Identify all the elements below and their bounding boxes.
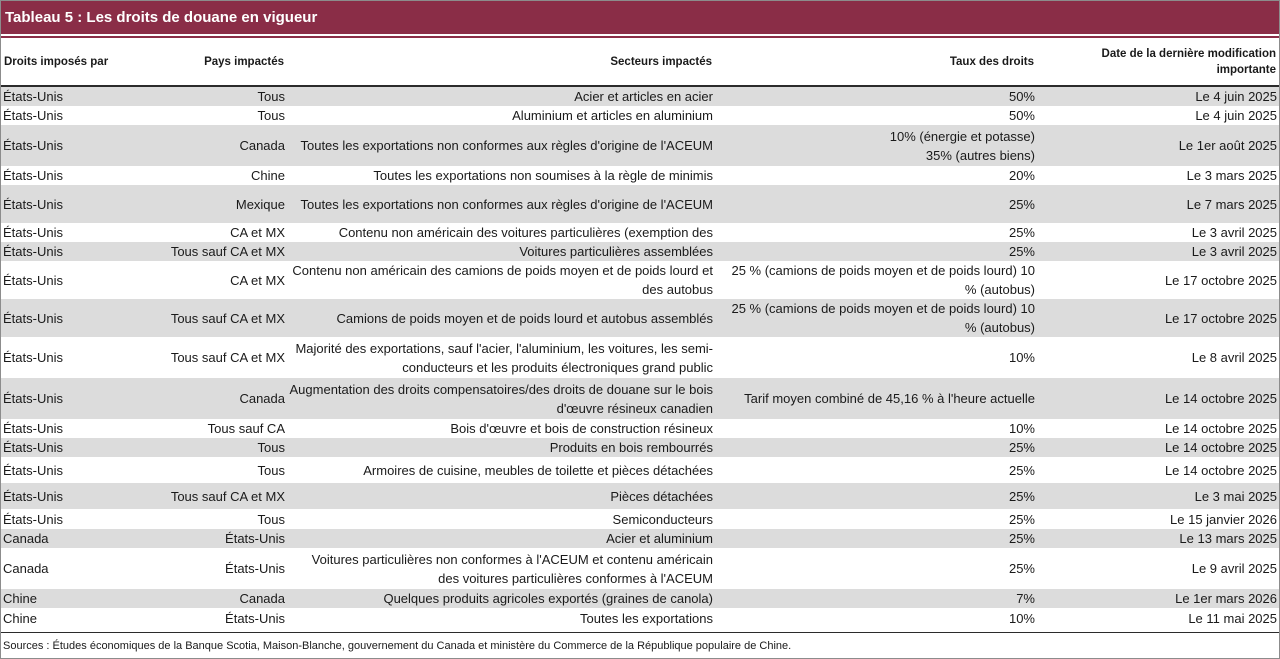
table-row bbox=[1, 166, 1279, 185]
cell-countries: Tous sauf CA et MX bbox=[141, 242, 287, 261]
cell-date: Le 8 avril 2025 bbox=[1191, 350, 1277, 365]
header-countries: Pays impactés bbox=[141, 38, 287, 86]
header-rate: Taux des droits bbox=[715, 38, 1037, 86]
cell-imposed-by: États-Unis bbox=[1, 378, 141, 419]
table-row bbox=[1, 419, 1279, 438]
cell-imposed-by: États-Unis bbox=[3, 225, 63, 240]
cell-sectors: Contenu non américain des voitures particulières (exemption des bbox=[338, 225, 713, 240]
cell-rate: 25% bbox=[715, 529, 1037, 548]
cell-rate: 10% bbox=[1008, 421, 1035, 436]
cell-imposed-by: États-Unis bbox=[3, 108, 63, 123]
cell-rate: 25 % (camions de poids moyen et de poids lourd) 10 % (autobus) bbox=[715, 299, 1037, 337]
cell-date: Le 4 juin 2025 bbox=[1195, 108, 1277, 123]
cell-imposed-by: États-Unis bbox=[1, 125, 141, 166]
cell-date: Le 17 octobre 2025 bbox=[1164, 272, 1277, 288]
cell-rate: 25% bbox=[1008, 511, 1035, 527]
cell-date: Le 14 octobre 2025 bbox=[1037, 378, 1279, 419]
header-date-line2: importante bbox=[1216, 63, 1276, 76]
cell-date: Le 17 octobre 2025 bbox=[1037, 299, 1279, 337]
cell-countries: Mexique bbox=[141, 185, 287, 223]
cell-date: Le 11 mai 2025 bbox=[1188, 610, 1277, 626]
cell-countries: Tous sauf CA et MX bbox=[141, 483, 287, 509]
table-row bbox=[1, 261, 1279, 299]
cell-sectors: Camions de poids moyen et de poids lourd et autobus assemblés bbox=[287, 299, 715, 337]
cell-imposed-by: États-Unis bbox=[3, 421, 63, 436]
cell-sectors: Toutes les exportations non soumises à la règle de minimis bbox=[373, 168, 713, 183]
cell-sectors: Pièces détachées bbox=[287, 483, 715, 509]
cell-rate: 25% bbox=[715, 185, 1037, 223]
cell-countries: CA et MX bbox=[230, 272, 285, 288]
cell-date: Le 3 mars 2025 bbox=[1186, 168, 1277, 183]
cell-imposed-by: Canada bbox=[3, 561, 49, 576]
cell-rate: 25% bbox=[1008, 561, 1035, 576]
table-row bbox=[1, 529, 1279, 548]
cell-imposed-by: États-Unis bbox=[3, 511, 63, 527]
table-row bbox=[1, 608, 1279, 628]
table-row bbox=[1, 86, 1279, 106]
cell-rate: 25% bbox=[715, 483, 1037, 509]
cell-countries: Chine bbox=[251, 168, 285, 183]
cell-date: Le 14 octobre 2025 bbox=[1164, 421, 1277, 436]
table-row bbox=[1, 457, 1279, 483]
table-row bbox=[1, 299, 1279, 337]
cell-sectors: Semiconducteurs bbox=[612, 511, 713, 527]
header-date-line1: Date de la dernière modification bbox=[1101, 47, 1276, 60]
cell-sectors: Acier et articles en acier bbox=[287, 86, 715, 106]
header-row bbox=[1, 38, 1279, 86]
cell-sectors: Quelques produits agricoles exportés (graines de canola) bbox=[287, 589, 715, 608]
cell-rate: 25% bbox=[1008, 462, 1035, 478]
cell-imposed-by: Chine bbox=[3, 610, 37, 626]
cell-countries: Canada bbox=[141, 589, 287, 608]
cell-sectors: Armoires de cuisine, meubles de toilette et pièces détachées bbox=[363, 462, 713, 478]
cell-date: Le 3 avril 2025 bbox=[1037, 242, 1279, 261]
table-row bbox=[1, 337, 1279, 378]
cell-sectors: Contenu non américain des camions de poids moyen et de poids lourd et des autobus bbox=[292, 263, 713, 297]
cell-countries: Tous bbox=[257, 511, 285, 527]
cell-sectors: Acier et aluminium bbox=[287, 529, 715, 548]
table-bottom-rule bbox=[1, 632, 1279, 633]
cell-sectors: Aluminium et articles en aluminium bbox=[512, 108, 713, 123]
cell-rate: 25% bbox=[715, 242, 1037, 261]
cell-sectors: Toutes les exportations non conformes aux règles d'origine de l'ACEUM bbox=[287, 185, 715, 223]
table-row bbox=[1, 242, 1279, 261]
cell-imposed-by: États-Unis bbox=[3, 462, 63, 478]
header-date bbox=[1037, 38, 1279, 86]
cell-countries: Tous bbox=[141, 86, 287, 106]
cell-date: Le 9 avril 2025 bbox=[1191, 561, 1277, 576]
table-row bbox=[1, 378, 1279, 419]
cell-countries: États-Unis bbox=[141, 529, 287, 548]
cell-rate: Tarif moyen combiné de 45,16 % à l'heure actuelle bbox=[715, 378, 1037, 419]
table-row bbox=[1, 483, 1279, 509]
cell-imposed-by: États-Unis bbox=[1, 483, 141, 509]
cell-date: Le 3 mai 2025 bbox=[1037, 483, 1279, 509]
cell-countries: Tous bbox=[257, 462, 285, 478]
table-row bbox=[1, 438, 1279, 457]
cell-rate: 20% bbox=[1008, 168, 1035, 183]
cell-sectors: Produits en bois rembourrés bbox=[287, 438, 715, 457]
header-sectors: Secteurs impactés bbox=[287, 38, 715, 86]
table-row bbox=[1, 125, 1279, 166]
cell-imposed-by: Canada bbox=[1, 529, 141, 548]
table-row bbox=[1, 548, 1279, 589]
cell-imposed-by: États-Unis bbox=[1, 299, 141, 337]
cell-rate: 10% bbox=[1008, 610, 1035, 626]
cell-countries: Tous sauf CA et MX bbox=[170, 350, 285, 365]
header-imposed-by: Droits imposés par bbox=[1, 38, 141, 86]
cell-rate: 10% bbox=[1008, 350, 1035, 365]
cell-rate: 25 % (camions de poids moyen et de poids lourd) 10 % (autobus) bbox=[731, 263, 1035, 297]
cell-date: Le 3 avril 2025 bbox=[1191, 225, 1277, 240]
table-row bbox=[1, 589, 1279, 608]
table-row bbox=[1, 509, 1279, 529]
cell-rate: 7% bbox=[715, 589, 1037, 608]
sources-note: Sources : Études économiques de la Banque Scotia, Maison-Blanche, gouvernement du Canada et ministère du Commerce de la République populaire de Chine. bbox=[3, 640, 792, 652]
cell-sectors: Majorité des exportations, sauf l'acier, l'aluminium, les voitures, les semi-conducteurs et les produits électroniques grand public bbox=[295, 340, 713, 375]
cell-imposed-by: États-Unis bbox=[1, 86, 141, 106]
cell-sectors: Bois d'œuvre et bois de construction résineux bbox=[450, 421, 713, 436]
cell-countries: Tous bbox=[257, 108, 285, 123]
cell-countries: Tous sauf CA et MX bbox=[141, 299, 287, 337]
table-title: Tableau 5 : Les droits de douane en vigueur bbox=[1, 1, 1279, 34]
cell-countries: États-Unis bbox=[225, 610, 285, 626]
cell-countries: CA et MX bbox=[230, 225, 285, 240]
cell-countries: Canada bbox=[141, 378, 287, 419]
cell-date: Le 14 octobre 2025 bbox=[1164, 462, 1277, 478]
cell-countries: Tous bbox=[141, 438, 287, 457]
cell-imposed-by: États-Unis bbox=[3, 168, 63, 183]
cell-imposed-by: États-Unis bbox=[3, 272, 63, 288]
table-row bbox=[1, 106, 1279, 125]
table-row bbox=[1, 185, 1279, 223]
cell-rate: 25% bbox=[715, 438, 1037, 457]
cell-imposed-by: Chine bbox=[1, 589, 141, 608]
cell-date: Le 1er août 2025 bbox=[1037, 125, 1279, 166]
cell-imposed-by: États-Unis bbox=[1, 242, 141, 261]
cell-imposed-by: États-Unis bbox=[3, 350, 63, 365]
cell-rate: 50% bbox=[1008, 108, 1035, 123]
cell-rate: 25% bbox=[1008, 225, 1035, 240]
cell-rate: 50% bbox=[715, 86, 1037, 106]
cell-date: Le 7 mars 2025 bbox=[1037, 185, 1279, 223]
cell-countries: Tous sauf CA bbox=[207, 421, 285, 436]
cell-date: Le 4 juin 2025 bbox=[1037, 86, 1279, 106]
cell-imposed-by: États-Unis bbox=[1, 438, 141, 457]
cell-date: Le 1er mars 2026 bbox=[1037, 589, 1279, 608]
cell-sectors: Voitures particulières assemblées bbox=[287, 242, 715, 261]
cell-sectors: Toutes les exportations non conformes aux règles d'origine de l'ACEUM bbox=[287, 125, 715, 166]
cell-sectors: Voitures particulières non conformes à l'ACEUM et contenu américain des voitures particulières conformes à l'ACEUM bbox=[311, 551, 713, 586]
cell-sectors: Augmentation des droits compensatoires/des droits de douane sur le bois d'œuvre résineux canadien bbox=[287, 378, 715, 419]
cell-countries: Canada bbox=[141, 125, 287, 166]
cell-countries: États-Unis bbox=[225, 561, 285, 576]
cell-date: Le 15 janvier 2026 bbox=[1170, 511, 1277, 527]
cell-sectors: Toutes les exportations bbox=[580, 610, 713, 626]
table-row bbox=[1, 223, 1279, 242]
cell-rate: 10% (énergie et potasse) 35% (autres biens) bbox=[715, 125, 1037, 166]
tariff-table bbox=[1, 38, 1279, 628]
cell-date: Le 14 octobre 2025 bbox=[1037, 438, 1279, 457]
cell-imposed-by: États-Unis bbox=[1, 185, 141, 223]
cell-date: Le 13 mars 2025 bbox=[1037, 529, 1279, 548]
